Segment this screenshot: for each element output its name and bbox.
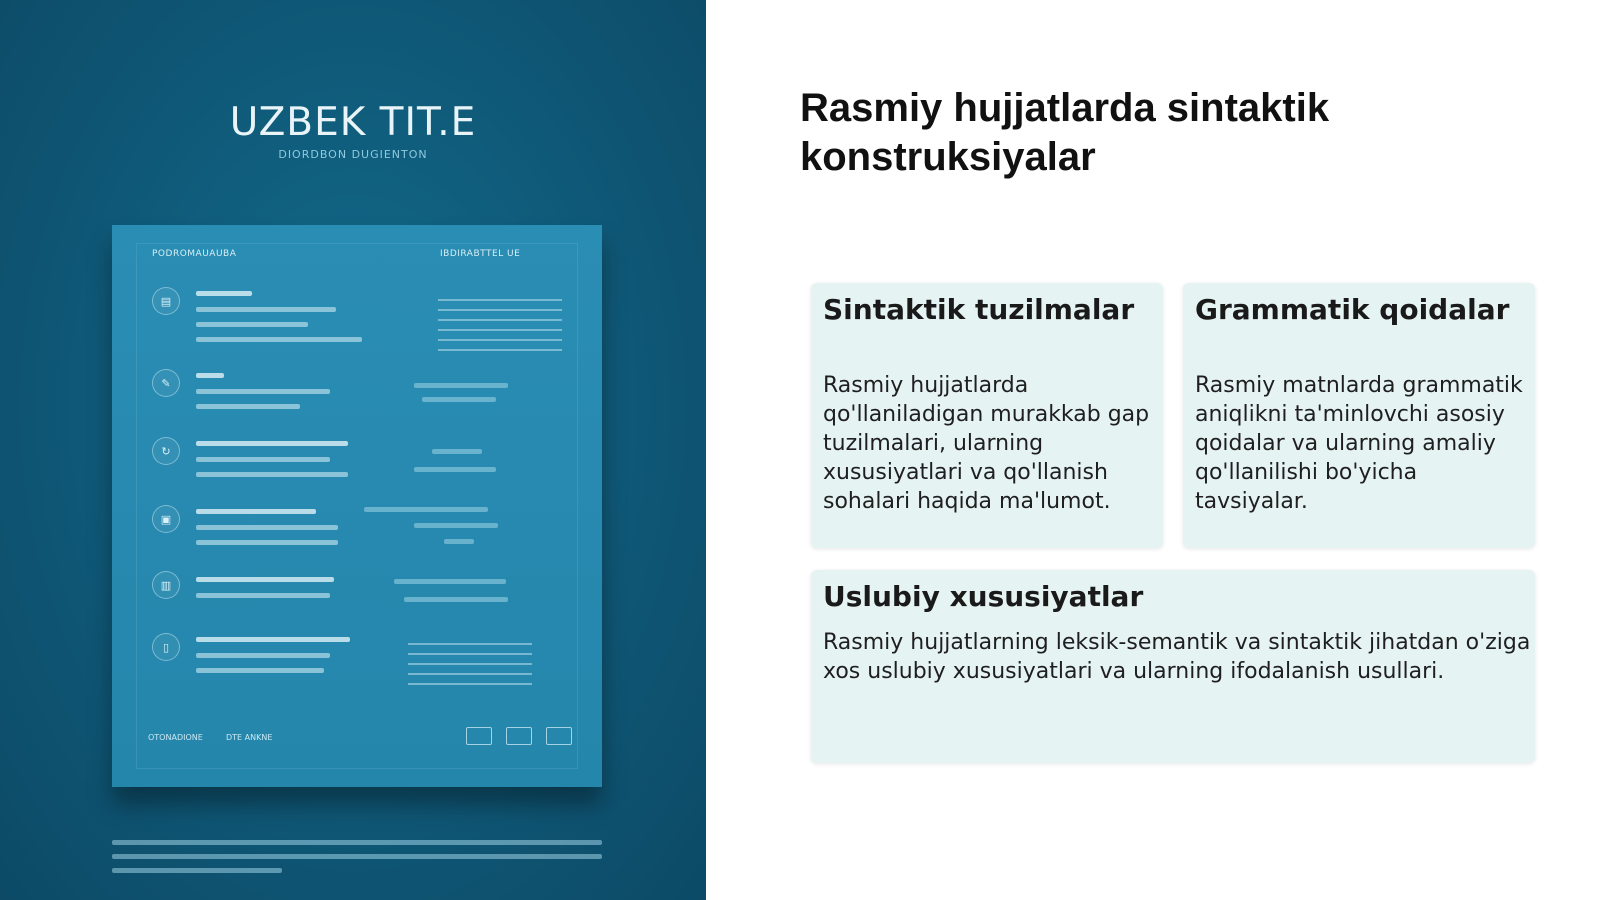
doc-row (152, 505, 572, 569)
device-icon (546, 727, 572, 745)
tablet-icon (506, 727, 532, 745)
card-sintaktik-tuzilmalar (811, 283, 1163, 548)
document-icon: ▤ (152, 287, 180, 315)
refresh-icon: ↻ (152, 437, 180, 465)
slide-title: Rasmiy hujjatlarda sintaktik konstruksiyalar (800, 86, 1330, 179)
card-heading: Grammatik qoidalar (1195, 293, 1510, 326)
doc-row (152, 571, 572, 635)
poster-caption (112, 840, 602, 873)
card-heading: Uslubiy xususiyatlar (823, 580, 1144, 613)
card-uslubiy-xususiyatlar (811, 570, 1535, 763)
card-body: Rasmiy matnlarda grammatik aniqlikni ta'minlovchi asosiy qoidalar va ularning amaliy qo'llanilishi bo'yicha tavsiyalar. (1195, 373, 1523, 514)
doc-footer-item: DTE ANKNE (226, 733, 273, 742)
doc-header-right: IBDIRABTTEL UE (440, 249, 521, 259)
monitor-icon (466, 727, 492, 745)
illustration-panel (0, 0, 706, 900)
chart-icon: ▥ (152, 571, 180, 599)
card-body: Rasmiy hujjatlarda qo'llaniladigan murakkab gap tuzilmalari, ularning xususiyatlari va qo'llanish sohalari haqida ma'lumot. (823, 373, 1150, 514)
doc-row (152, 369, 572, 433)
card-body: Rasmiy hujjatlarning leksik-semantik va sintaktik jihatdan o'ziga xos uslubiy xususiyatlari va ularning ifodalanish usullari. (823, 630, 1531, 684)
clipboard-icon: ▣ (152, 505, 180, 533)
poster-title: UZBEK TIT.E (229, 100, 477, 145)
doc-row (152, 437, 572, 501)
tools-icon: ✎ (152, 369, 180, 397)
document-illustration (112, 225, 602, 787)
card-heading: Sintaktik tuzilmalar (823, 293, 1135, 326)
card-grammatik-qoidalar (1183, 283, 1535, 548)
doc-header-left: PODROMAUAUBA (152, 249, 237, 259)
poster-subtitle: DIORDBON DUGIENTON (278, 148, 428, 161)
doc-footer-item: OTONADIONE (148, 733, 203, 742)
book-icon: ▯ (152, 633, 180, 661)
